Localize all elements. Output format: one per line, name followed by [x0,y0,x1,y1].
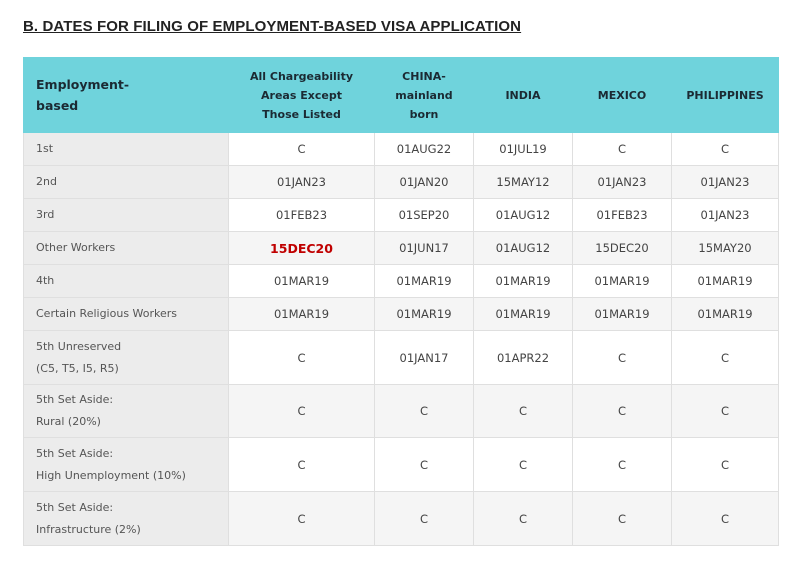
date-cell: 01FEB23 [573,199,672,232]
row-label-line: High Unemployment (10%) [36,468,186,482]
header-philippines [672,58,779,133]
date-cell: 01MAR19 [672,265,779,298]
table-row [24,385,779,438]
row-label-line: 3rd [36,208,55,221]
date-cell: 01SEP20 [375,199,474,232]
date-cell: C [672,438,779,492]
row-label [24,265,229,298]
header-line: Employment- [36,77,130,92]
row-label-line: Certain Religious Workers [36,307,178,320]
row-label-line: Infrastructure (2%) [36,522,141,536]
date-cell: C [672,492,779,546]
row-label-line: 1st [36,142,54,155]
date-cell: 01JAN17 [375,331,474,385]
date-cell: 15MAY12 [474,166,573,199]
date-cell: C [672,133,779,166]
date-cell: 01MAR19 [375,265,474,298]
row-label-line: Rural (20%) [36,415,101,428]
date-cell: 01MAR19 [229,265,375,298]
header-line: born [409,107,439,121]
header-line: based [36,98,79,113]
header-all-chargeability [229,58,375,133]
date-cell: C [229,331,375,385]
table-row [24,298,779,331]
header-line: PHILIPPINES [686,88,764,102]
date-cell: 15DEC20 [229,232,375,265]
row-label [24,199,229,232]
table-row [24,331,779,385]
date-cell: C [672,385,779,438]
date-cell: 01MAR19 [474,298,573,331]
date-cell: 01MAR19 [229,298,375,331]
header-mexico [573,58,672,133]
table-row [24,166,779,199]
row-label [24,492,229,546]
date-cell: 01JAN23 [672,199,779,232]
date-cell: C [474,385,573,438]
header-line: Those Listed [262,107,341,121]
row-label [24,298,229,331]
header-china [375,58,474,133]
date-cell: 01JAN20 [375,166,474,199]
date-cell: C [573,438,672,492]
header-line: MEXICO [597,88,647,102]
date-cell: C [375,438,474,492]
date-cell: 01FEB23 [229,199,375,232]
date-cell: 01AUG22 [375,133,474,166]
header-row [24,58,779,133]
date-cell: C [573,385,672,438]
row-label [24,385,229,438]
header-employment-based [24,58,229,133]
row-label-line: Other Workers [36,241,116,254]
row-label [24,232,229,265]
date-cell: C [573,331,672,385]
date-cell: 01JUN17 [375,232,474,265]
date-cell: C [573,133,672,166]
row-label-line: 5th Unreserved [36,339,122,353]
row-label-line: 5th Set Aside: [36,393,114,406]
row-label [24,133,229,166]
row-label-line: (C5, T5, I5, R5) [36,361,119,375]
date-cell: 01MAR19 [573,298,672,331]
header-line: INDIA [505,88,541,102]
date-cell: 01MAR19 [375,298,474,331]
date-cell: 01APR22 [474,331,573,385]
header-line: All Chargeability [249,69,353,83]
date-cell: 01MAR19 [474,265,573,298]
date-cell: C [573,492,672,546]
date-cell: C [474,438,573,492]
date-cell: C [229,438,375,492]
header-line: CHINA- [402,69,446,83]
date-cell: 01JUL19 [474,133,573,166]
date-cell: C [229,385,375,438]
row-label-line: 5th Set Aside: [36,500,114,514]
table-row [24,438,779,492]
date-cell: 15MAY20 [672,232,779,265]
row-label-line: 2nd [36,175,57,188]
table-row [24,199,779,232]
header-line: mainland [395,88,453,102]
date-cell: C [229,492,375,546]
visa-dates-table [23,57,779,546]
date-cell: C [229,133,375,166]
date-cell: 15DEC20 [573,232,672,265]
row-label-line: 4th [36,274,55,287]
row-label [24,166,229,199]
table-row [24,232,779,265]
date-cell: 01AUG12 [474,232,573,265]
section-title: B. DATES FOR FILING OF EMPLOYMENT-BASED VISA APPLICATION [23,18,522,35]
date-cell: 01JAN23 [573,166,672,199]
date-cell: 01JAN23 [229,166,375,199]
date-cell: 01MAR19 [573,265,672,298]
table-row [24,492,779,546]
date-cell: C [375,385,474,438]
date-cell: C [474,492,573,546]
date-cell: 01AUG12 [474,199,573,232]
date-cell: C [375,492,474,546]
date-cell: 01JAN23 [672,166,779,199]
date-cell: 01MAR19 [672,298,779,331]
table-row [24,133,779,166]
header-india [474,58,573,133]
date-cell: C [672,331,779,385]
row-label [24,331,229,385]
row-label-line: 5th Set Aside: [36,446,114,460]
row-label [24,438,229,492]
header-line: Areas Except [261,88,342,102]
table-row [24,265,779,298]
